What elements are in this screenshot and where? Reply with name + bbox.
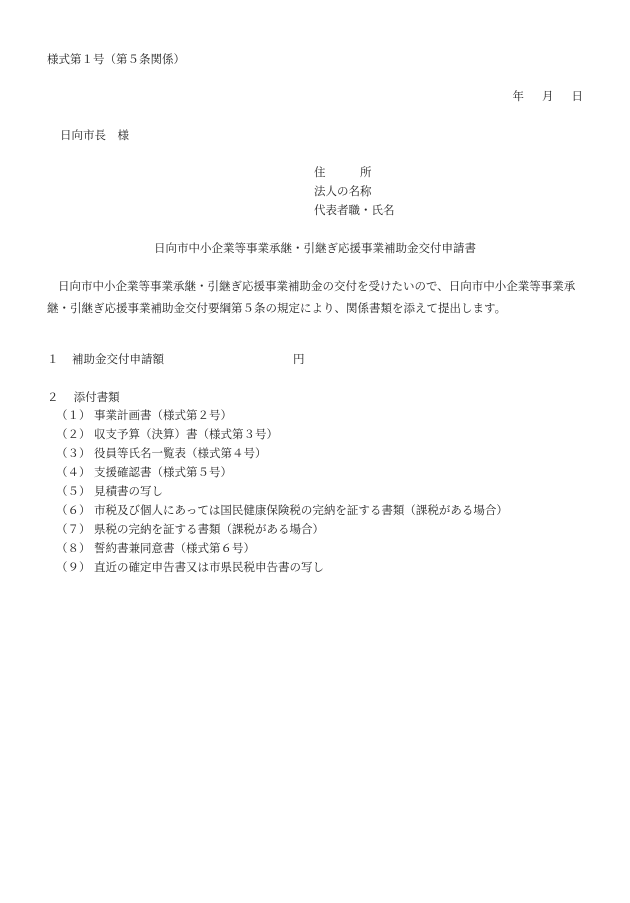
list-item-number: （３） xyxy=(56,446,91,460)
list-item-text: 事業計画書（様式第２号） xyxy=(94,408,232,422)
section-2-label: 添付書類 xyxy=(73,390,120,404)
list-item-text: 市税及び個人にあっては国民健康保険税の完納を証する書類（課税がある場合） xyxy=(94,503,508,517)
document-title: 日向市中小企業等事業承継・引継ぎ応援事業補助金交付申請書 xyxy=(154,241,476,255)
attachment-list xyxy=(56,410,508,581)
section-1-label: 補助金交付申請額 xyxy=(72,352,164,366)
addressee: 日向市長 様 xyxy=(60,128,129,142)
body-paragraph: 日向市中小企業等事業承継・引継ぎ応援事業補助金の交付を受けたいので、日向市中小企業等事業承継・引継ぎ応援事業補助金交付要綱第５条の規定により、関係書類を添えて提出します。 xyxy=(47,279,576,315)
section-1-number: １ xyxy=(47,352,59,366)
list-item xyxy=(56,562,508,581)
applicant-fields xyxy=(314,167,395,224)
date-year: 年 xyxy=(512,89,524,103)
list-item-text: 見積書の写し xyxy=(94,484,163,498)
list-item-number: （２） xyxy=(56,427,91,441)
section-2-attachments-heading xyxy=(47,392,120,404)
list-item-number: （１） xyxy=(56,408,91,422)
list-item-text: 誓約書兼同意書（様式第６号） xyxy=(94,541,255,555)
list-item-number: （７） xyxy=(56,522,91,536)
list-item-text: 役員等氏名一覧表（様式第４号） xyxy=(94,446,267,460)
list-item-text: 県税の完納を証する書類（課税がある場合） xyxy=(94,522,324,536)
list-item-number: （８） xyxy=(56,541,91,555)
list-item-number: （６） xyxy=(56,503,91,517)
list-item-text: 支援確認書（様式第５号） xyxy=(94,465,232,479)
section-1-unit: 円 xyxy=(293,352,305,366)
applicant-address-label: 住 所 xyxy=(314,165,372,179)
date-month: 月 xyxy=(542,89,554,103)
list-item-number: （９） xyxy=(56,560,91,574)
list-item-number: （４） xyxy=(56,465,91,479)
list-item-text: 収支予算（決算）書（様式第３号） xyxy=(94,427,278,441)
form-number: 様式第１号（第５条関係） xyxy=(47,52,185,66)
section-1-grant-amount xyxy=(47,352,305,366)
list-item-text: 直近の確定申告書又は市県民税申告書の写し xyxy=(94,560,324,574)
date-line xyxy=(513,91,584,103)
date-day: 日 xyxy=(571,89,583,103)
section-2-number: ２ xyxy=(47,390,59,404)
applicant-representative-label: 代表者職・氏名 xyxy=(314,203,395,217)
applicant-corp-name-label: 法人の名称 xyxy=(314,184,372,198)
list-item-number: （５） xyxy=(56,484,91,498)
